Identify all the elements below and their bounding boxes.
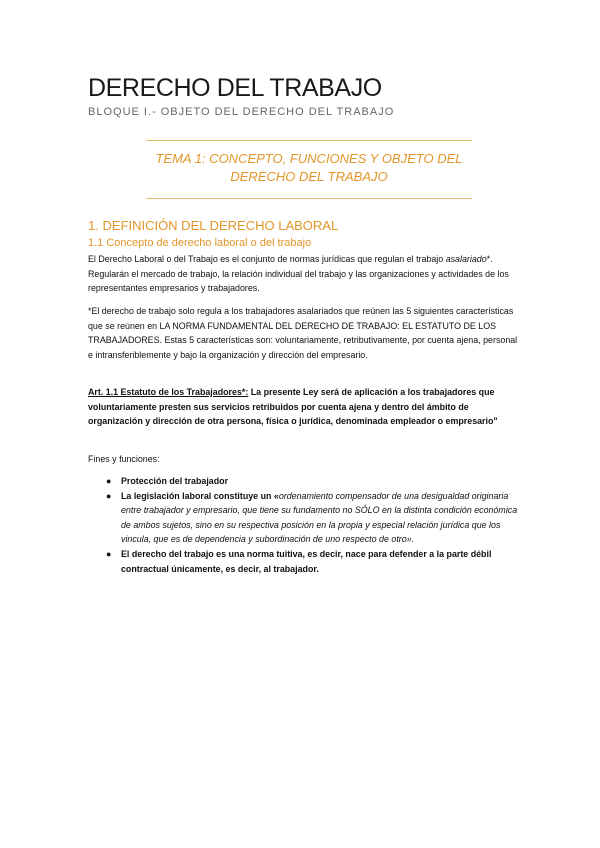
list-item-text: El derecho del trabajo es una norma tuitiva, es decir, nace para defender a la parte débil contractual únicamente, es decir, al trabajador. [121, 548, 492, 574]
paragraph-article [88, 385, 518, 429]
list-item [106, 489, 518, 547]
divider-bottom [146, 198, 472, 199]
list-item-text: La legislación laboral constituye un « [121, 490, 279, 501]
article-reference: Art. 1.1 Estatuto de los Trabajadores*: [88, 387, 249, 397]
functions-list [106, 474, 518, 576]
paragraph-definition-part2: *. Regularán el mercado de trabajo, la relación individual del trabajo y las organizaciones y actividades de los representantes empresarios y trabajadores. [88, 254, 509, 294]
document-title: DERECHO DEL TRABAJO [88, 74, 382, 102]
paragraph-characteristics: *El derecho de trabajo solo regula a los trabajadores asalariados que reúnen las 5 siguientes características que se reúnen en LA NORMA FUNDAMENTAL DEL DERECHO DE TRABAJO: EL ESTATUTO DE LOS TRABAJADORES. Estas 5 características son: voluntariamente, retributivamente, por cuenta ajena, personal e intransferiblemente y bajo la organización y dirección del empresario. [88, 306, 518, 360]
bullet-icon: ● [106, 548, 112, 559]
paragraph-definition-part1: El Derecho Laboral o del Trabajo es el conjunto de normas jurídicas que regulan el trabajo [88, 254, 446, 264]
tema-heading [146, 150, 472, 186]
list-item-quote: ordenamiento compensador de una desigualdad originaria entre trabajador y empresario, que tiene su fundamento no SÓLO en la distinta condición económica de ambos sujetos, sino en su respectiva posición en la propia y especial relación jurídica que los vincula, que es de dependencia y subordinación de uno respecto de otro». [121, 490, 518, 545]
bullet-icon: ● [106, 490, 112, 501]
article-text: La presente Ley será de aplicación a los trabajadores que voluntariamente presten sus servicios retribuidos por cuenta ajena y dentro del ámbito de organización y dirección de otra persona, física o jurídica, denominada empleador o empresario" [88, 387, 498, 427]
list-item [106, 474, 518, 489]
divider-top [146, 140, 472, 141]
section-subheading: 1.1 Concepto de derecho laboral o del trabajo [88, 237, 312, 249]
fines-label: Fines y funciones: [88, 454, 160, 464]
paragraph-definition [88, 252, 518, 296]
tema-line-2: DERECHO DEL TRABAJO [230, 169, 388, 184]
tema-line-1: TEMA 1: CONCEPTO, FUNCIONES Y OBJETO DEL [155, 151, 463, 166]
document-subtitle: BLOQUE I.- OBJETO DEL DERECHO DEL TRABAJO [88, 106, 395, 118]
list-item-text: Protección del trabajador [121, 476, 229, 486]
paragraph-definition-italic: asalariado [445, 254, 487, 264]
section-heading: 1. DEFINICIÓN DEL DERECHO LABORAL [88, 218, 339, 233]
list-item [106, 547, 518, 576]
bullet-icon: ● [106, 476, 112, 486]
